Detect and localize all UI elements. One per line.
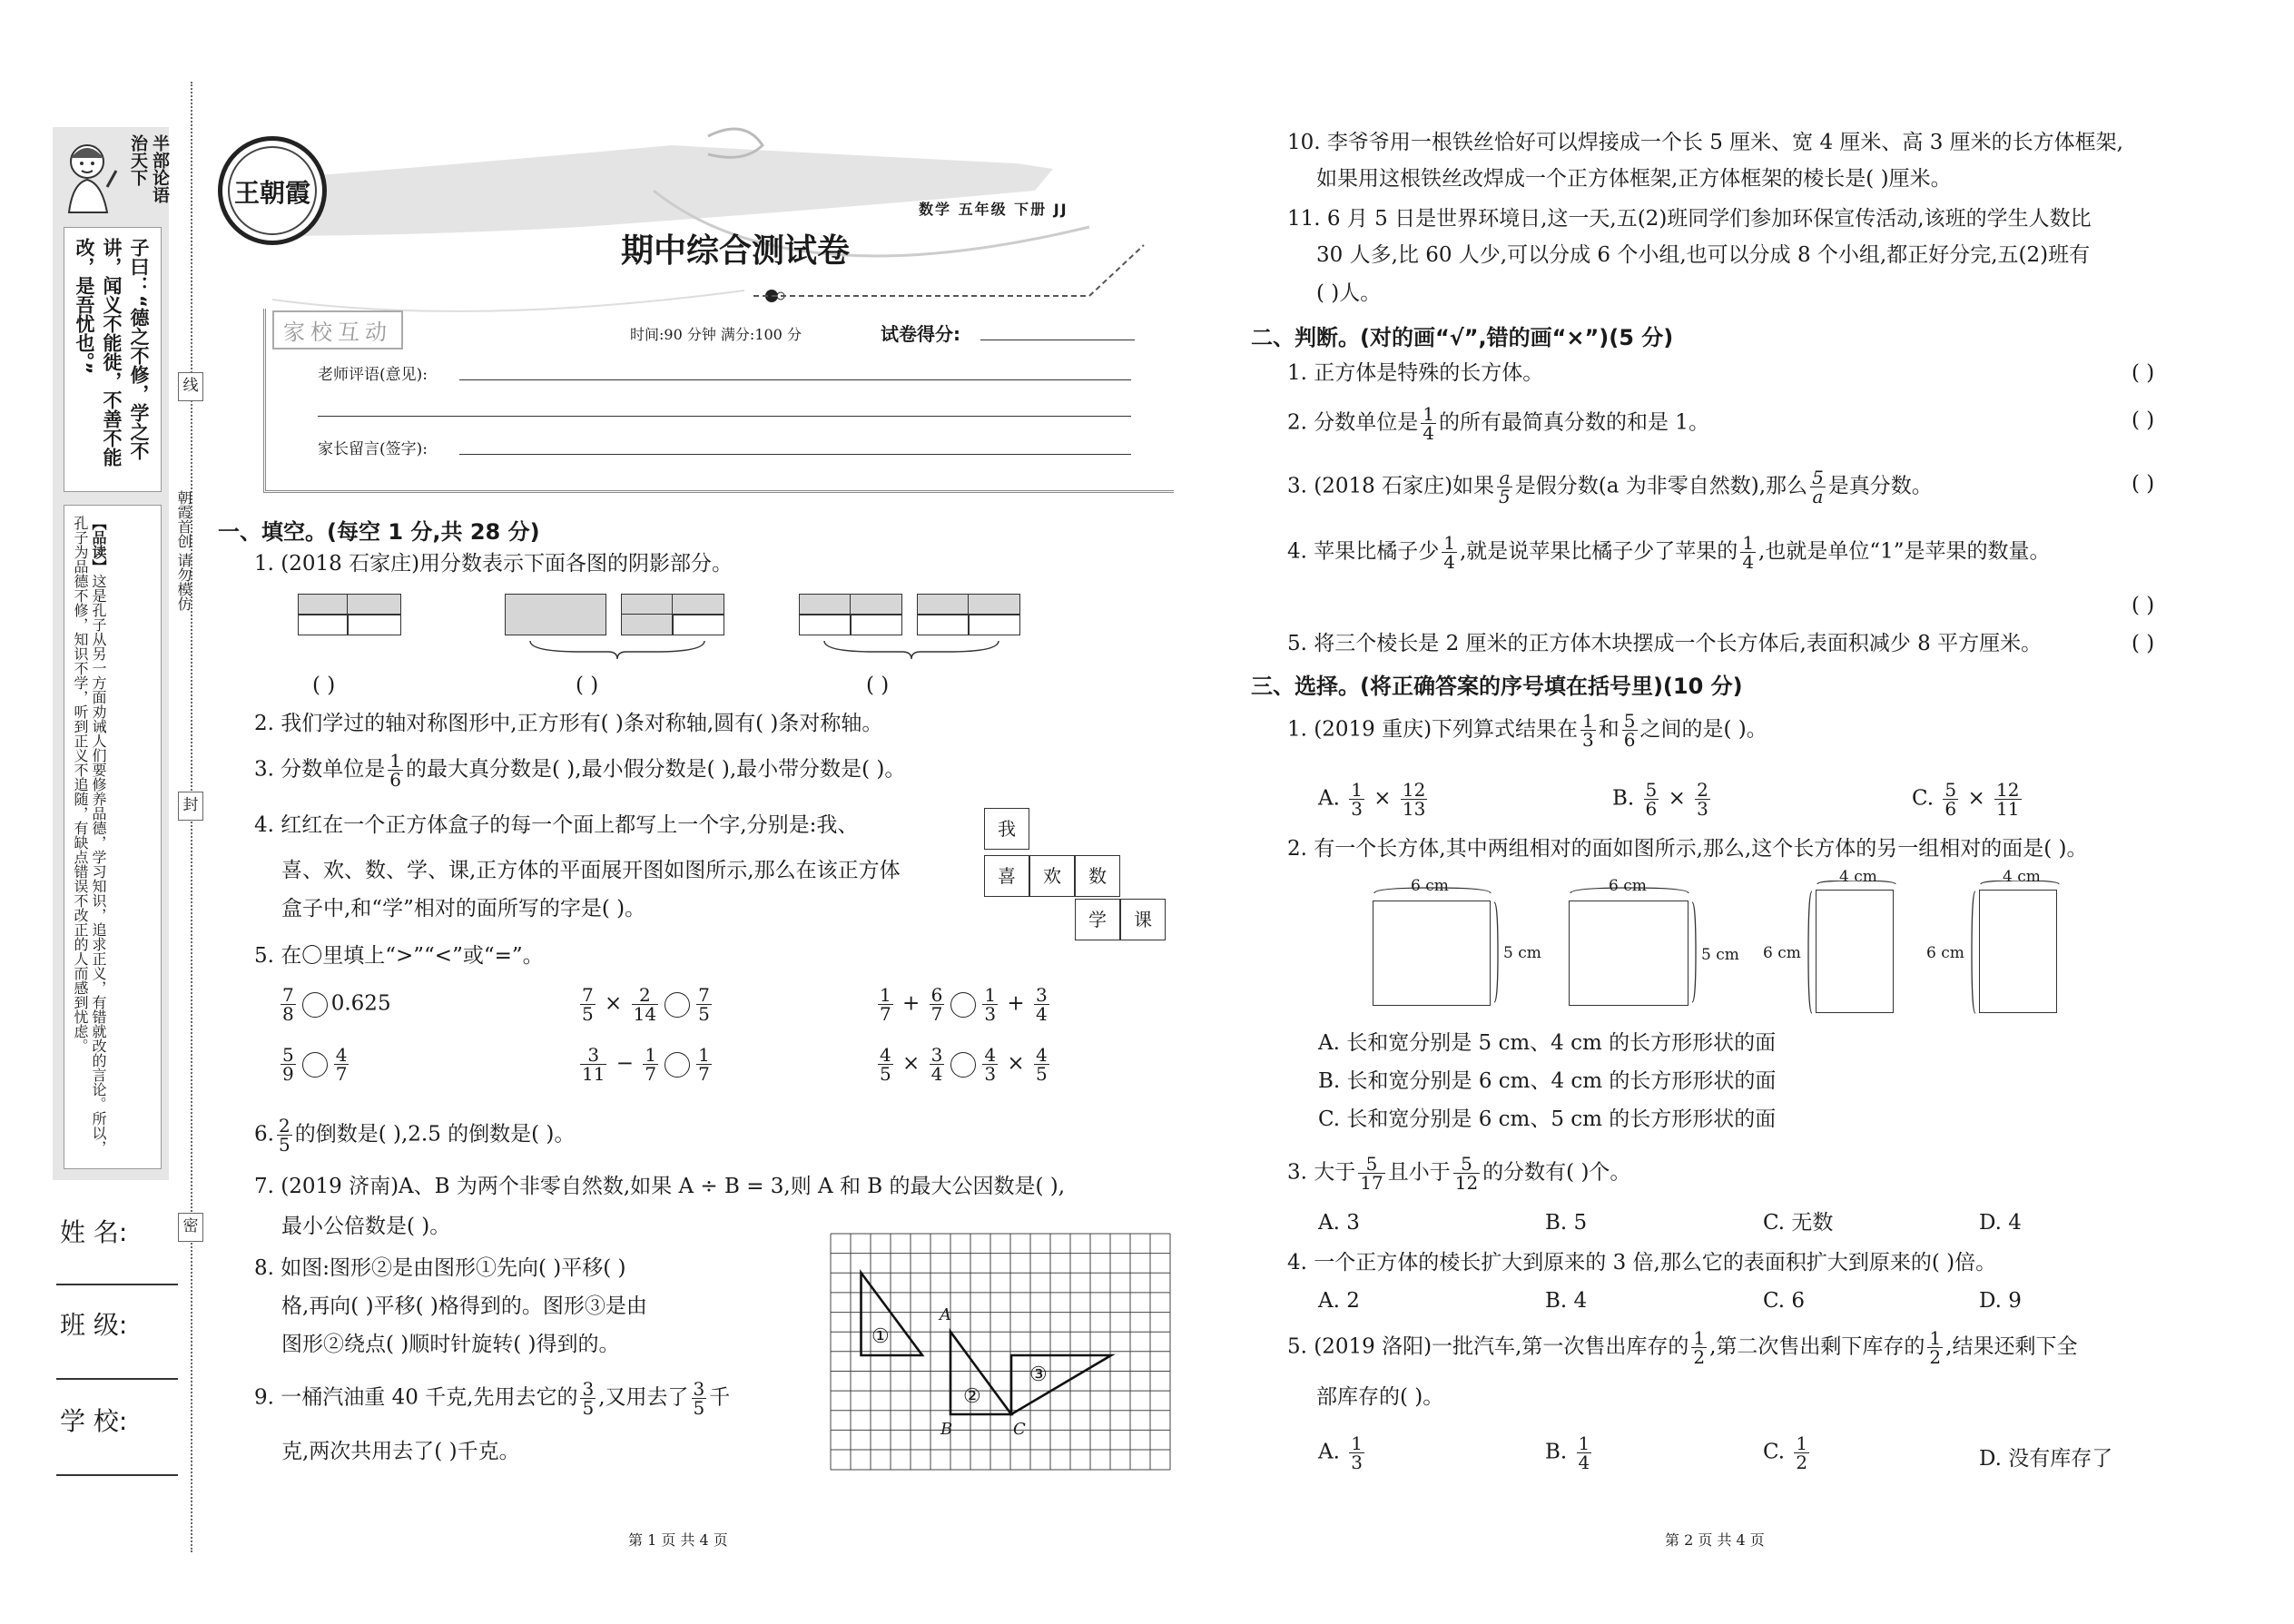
judge-2: 2. 分数单位是 $\frac{1}{4}$ 的所有最简真分数的和是 1。 — [1287, 403, 1709, 444]
q10-line-1: 10. 李爷爷用一根铁丝恰好可以焊接成一个长 5 厘米、宽 4 厘米、高 3 厘米的长方体框架, — [1287, 131, 2123, 154]
reading-label: 【品读】 — [90, 516, 107, 574]
q6: 6. $\frac{2}{5}$ 的倒数是( ),2.5 的倒数是( )。 — [254, 1115, 576, 1156]
grid-label-2: ② — [963, 1385, 981, 1408]
choice-5-A[interactable]: A. $\frac{1}{3}$ — [1318, 1432, 1363, 1473]
home-school-badge: 家校互动 — [272, 310, 403, 349]
cut-mark-line: 线 — [178, 372, 203, 401]
reading-body: 这是孔子从另一方面劝诫人们要修养品德，学习知识，追求正义，有错就改的言论。所以，孔子为品德不修，知识不学，听到正义不追随，有缺点错误不改正的人而感到忧虑。 — [72, 516, 107, 1155]
q4-line-3: 盒子中,和“学”相对的面所写的字是( )。 — [281, 897, 646, 920]
choice-3: 3. 大于 $\frac{5}{17}$ 且小于 $\frac{5}{12}$ 的分数有( )个。 — [1287, 1153, 1631, 1194]
q8-line-3: 图形②绕点( )顺时针旋转( )得到的。 — [281, 1333, 620, 1356]
q5-item-1: $\frac{7}{8}$ 0.625 — [282, 984, 391, 1025]
teacher-comment-field[interactable] — [459, 379, 1131, 380]
net-face-wo: 我 — [984, 808, 1029, 850]
sidebar-reading-text — [71, 516, 107, 1160]
q1-answer-2[interactable]: ( ) — [576, 674, 599, 697]
q1-answer-3[interactable]: ( ) — [866, 674, 890, 697]
judge-5-paren[interactable]: ( ) — [2132, 632, 2155, 655]
compare-circle[interactable] — [665, 1052, 690, 1078]
compare-circle[interactable] — [950, 992, 976, 1018]
section-3-heading: 三、选择。(将正确答案的序号填在括号里)(10 分) — [1251, 674, 1743, 699]
grid-label-A: A — [940, 1305, 951, 1324]
q8-line-2: 格,再向( )平移( )格得到的。图形③是由 — [281, 1294, 647, 1318]
choice-4: 4. 一个正方体的棱长扩大到原来的 3 倍,那么它的表面积扩大到原来的( )倍。 — [1287, 1251, 1997, 1275]
q3 — [254, 752, 905, 789]
q9-line-1: 9. 一桶汽油重 40 千克,先用去它的 $\frac{3}{5}$ ,又用去了 $\frac{3}{5}$ 千 — [254, 1378, 731, 1419]
judge-4: 4. 苹果比橘子少 $\frac{1}{4}$ ,就是说苹果比橘子少了苹果的 $\frac{1}{4}$ ,也就是单位“1”是苹果的数量。 — [1287, 532, 2051, 573]
net-face-xue: 学 — [1075, 899, 1120, 940]
time-info: 时间:90 分钟 满分:100 分 — [630, 326, 802, 343]
choice-2: 2. 有一个长方体,其中两组相对的面如图所示,那么,这个长方体的另一组相对的面是( )。 — [1287, 837, 2088, 861]
q1-answer-1[interactable]: ( ) — [312, 674, 336, 697]
teacher-comment-field-2[interactable] — [318, 416, 1131, 417]
grid-label-1: ① — [871, 1325, 890, 1348]
class-field[interactable] — [56, 1378, 178, 1380]
choice-5-B[interactable]: B. $\frac{1}{4}$ — [1545, 1432, 1590, 1473]
net-face-xi: 喜 — [984, 855, 1029, 897]
choice-4-B[interactable]: B. 4 — [1545, 1289, 1588, 1313]
translation-grid — [830, 1233, 1175, 1471]
q1: 1. (2018 石家庄)用分数表示下面各图的阴影部分。 — [254, 552, 733, 576]
dim-label: 5 cm — [1701, 946, 1739, 964]
choice-2-C[interactable]: C. 长和宽分别是 6 cm、5 cm 的长方形形状的面 — [1318, 1107, 1777, 1131]
brand-name: 王朝霞 — [233, 178, 310, 208]
q5-item-2: $\frac{7}{5}$ × $\frac{2}{14}$ $\frac{7}{5}$ — [582, 984, 710, 1025]
net-face-ke: 课 — [1120, 899, 1166, 940]
choice-5-line-2: 部库存的( )。 — [1316, 1385, 1444, 1409]
choice-3-D[interactable]: D. 4 — [1979, 1211, 2022, 1235]
choice-1-A[interactable]: A. $\frac{1}{3}$ × $\frac{12}{13}$ — [1318, 779, 1426, 820]
dim-label: 6 cm — [1926, 944, 1964, 962]
judge-3-paren[interactable]: ( ) — [2132, 472, 2155, 496]
dim-label: 6 cm — [1763, 944, 1801, 962]
q4-line-2: 喜、欢、数、学、课,正方体的平面展开图如图所示,那么在该正方体 — [281, 859, 901, 882]
section-1-heading: 一、填空。(每空 1 分,共 28 分) — [218, 519, 540, 545]
dim-label: 5 cm — [1503, 944, 1541, 962]
net-face-shu: 数 — [1075, 855, 1120, 897]
page-1-footer: 第 1 页 共 4 页 — [628, 1531, 728, 1549]
q8-line-1: 8. 如图:图形②是由图形①先向( )平移( ) — [254, 1256, 626, 1280]
choice-3-C[interactable]: C. 无数 — [1763, 1211, 1834, 1235]
frac-one-sixth: $\frac{1}{6}$ — [389, 750, 401, 791]
grid-label-B: B — [940, 1420, 953, 1439]
choice-1-B[interactable]: B. $\frac{5}{6}$ × $\frac{2}{3}$ — [1612, 779, 1708, 820]
choice-5: 5. (2019 洛阳)一批汽车,第一次售出库存的 $\frac{1}{2}$ ,第二次售出剩下库存的 $\frac{1}{2}$ ,结果还剩下全 — [1287, 1327, 2078, 1368]
school-field[interactable] — [56, 1474, 178, 1476]
q4-line-1: 4. 红红在一个正方体盒子的每一个面上都写上一个字,分别是:我、 — [254, 813, 859, 837]
school-label: 学 校: — [60, 1406, 128, 1436]
compare-circle[interactable] — [302, 992, 328, 1018]
sidebar-quote-text: 子曰：“德之不修，学之不讲，闻义不能徙，不善不能改，是吾忧也。” — [74, 238, 150, 467]
sidebar-motto: 半部论语治天下 — [128, 134, 170, 203]
grid-label-C: C — [1013, 1420, 1026, 1439]
parent-comment-field[interactable] — [459, 454, 1131, 455]
q2: 2. 我们学过的轴对称图形中,正方形有( )条对称轴,圆有( )条对称轴。 — [254, 712, 883, 735]
choice-1: 1. (2019 重庆)下列算式结果在 $\frac{1}{3}$ 和 $\frac{5}{6}$ 之间的是( )。 — [1287, 710, 1767, 751]
choice-2-A[interactable]: A. 长和宽分别是 5 cm、4 cm 的长方形形状的面 — [1318, 1031, 1777, 1055]
subject-tag: 数学 五年级 下册 JJ — [919, 201, 1068, 218]
q3-text-b: 的最大真分数是( ),最小假分数是( ),最小带分数是( )。 — [406, 757, 906, 782]
copyright-note: 朝霞首创 请勿模仿 — [175, 490, 192, 612]
score-label: 试卷得分: — [881, 323, 960, 345]
choice-3-A[interactable]: A. 3 — [1318, 1211, 1360, 1235]
grid-label-3: ③ — [1029, 1363, 1048, 1386]
name-label: 姓 名: — [60, 1217, 128, 1247]
judge-4-paren[interactable]: ( ) — [2132, 594, 2155, 617]
brand-logo — [218, 136, 327, 245]
net-face-huan: 欢 — [1029, 855, 1075, 897]
dim-label: 4 cm — [1839, 868, 1877, 886]
judge-1: 1. 正方体是特殊的长方体。 — [1287, 361, 1544, 385]
choice-3-B[interactable]: B. 5 — [1545, 1211, 1588, 1235]
q5-item-5: $\frac{3}{11}$ − $\frac{1}{7}$ $\frac{1}{7}$ — [582, 1044, 710, 1085]
judge-1-paren[interactable]: ( ) — [2132, 361, 2155, 385]
q10-line-2: 如果用这根铁丝改焊成一个正方体框架,正方体框架的棱长是( )厘米。 — [1316, 167, 1952, 191]
class-label: 班 级: — [60, 1310, 128, 1340]
dim-label: 6 cm — [1609, 877, 1647, 895]
page-title: 期中综合测试卷 — [621, 231, 851, 270]
q11-line-1: 11. 6 月 5 日是世界环境日,这一天,五(2)班同学们参加环保宣传活动,该班的学生人数比 — [1287, 207, 2092, 231]
q11-line-3: ( )人。 — [1316, 281, 1382, 305]
q5-item-6: $\frac{4}{5}$ × $\frac{3}{4}$ $\frac{4}{3}$ × $\frac{4}{5}$ — [880, 1044, 1048, 1085]
judge-5: 5. 将三个棱长是 2 厘米的正方体木块摆成一个长方体后,表面积减少 8 平方厘米。 — [1287, 632, 2043, 655]
parent-comment-label: 家长留言(签字): — [318, 440, 428, 458]
q9-line-2: 克,两次共用去了( )千克。 — [281, 1440, 520, 1463]
q3-text-a: 3. 分数单位是 — [254, 757, 386, 782]
choice-5-C[interactable]: C. $\frac{1}{2}$ — [1763, 1432, 1808, 1473]
q5-item-4: $\frac{5}{9}$ $\frac{4}{7}$ — [282, 1044, 348, 1085]
compare-circle[interactable] — [302, 1052, 328, 1078]
choice-4-C[interactable]: C. 6 — [1763, 1289, 1806, 1313]
teacher-comment-label: 老师评语(意见): — [318, 366, 428, 384]
judge-2-paren[interactable]: ( ) — [2132, 408, 2155, 432]
q11-line-2: 30 人多,比 60 人少,可以分成 6 个小组,也可以分成 8 个小组,都正好分完,五(2)班有 — [1316, 243, 2091, 267]
compare-circle[interactable] — [950, 1052, 976, 1078]
choice-4-D[interactable]: D. 9 — [1979, 1289, 2022, 1313]
sidebar-avatar — [56, 134, 120, 214]
choice-5-D[interactable]: D. 没有库存了 — [1979, 1447, 2113, 1471]
dim-label: 4 cm — [2003, 868, 2041, 886]
q7-line-1: 7. (2019 济南)A、B 为两个非零自然数,如果 A ÷ B = 3,则 A 和 B 的最大公因数是( ), — [254, 1175, 1066, 1198]
q5-item-3: $\frac{1}{7}$ + $\frac{6}{7}$ $\frac{1}{3}$ + $\frac{3}{4}$ — [880, 984, 1048, 1025]
q5: 5. 在〇里填上“>”“<”或“=”。 — [254, 944, 544, 968]
dim-label: 6 cm — [1411, 877, 1449, 895]
choice-1-C[interactable]: C. $\frac{5}{6}$ × $\frac{12}{11}$ — [1912, 779, 2020, 820]
page-2-footer: 第 2 页 共 4 页 — [1665, 1531, 1765, 1549]
judge-3: 3. (2018 石家庄)如果 $\frac{a}{5}$ 是假分数(a 为非零自然数),那么 $\frac{5}{a}$ 是真分数。 — [1287, 467, 1933, 507]
choice-2-B[interactable]: B. 长和宽分别是 6 cm、4 cm 的长方形形状的面 — [1318, 1069, 1777, 1093]
cut-mark-secret: 密 — [178, 1213, 203, 1242]
cut-mark-seal: 封 — [178, 792, 203, 821]
q7-line-2: 最小公倍数是( )。 — [281, 1215, 451, 1238]
name-field[interactable] — [56, 1284, 178, 1285]
choice-4-A[interactable]: A. 2 — [1318, 1289, 1360, 1313]
compare-circle[interactable] — [665, 992, 690, 1018]
section-2-heading: 二、判断。(对的画“√”,错的画“×”)(5 分) — [1251, 325, 1674, 350]
